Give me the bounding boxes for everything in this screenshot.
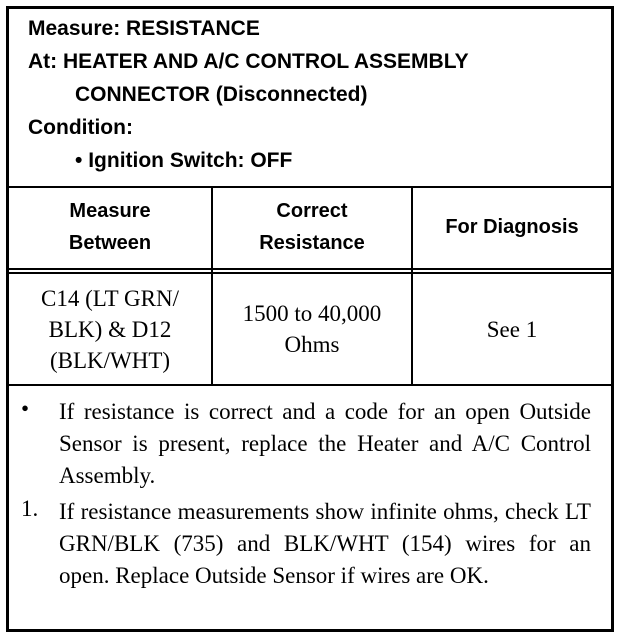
header-correct: Correct — [276, 200, 348, 222]
header-divider-top — [9, 268, 611, 270]
cell-correct-resistance — [213, 272, 411, 386]
resistance-line-2: Ohms — [284, 332, 340, 357]
resistance-measurement-chart — [6, 6, 614, 632]
resistance-table — [9, 186, 611, 386]
location-line-1: At: HEATER AND A/C CONTROL ASSEMBLY — [28, 50, 469, 73]
cell-for-diagnosis — [413, 272, 611, 386]
bullet: • — [75, 149, 83, 172]
cell-measure-between — [9, 272, 211, 386]
column-divider-2 — [411, 186, 413, 386]
location-line-2: CONNECTOR (Disconnected) — [75, 83, 368, 106]
header-measure: Measure — [69, 200, 151, 222]
measure-title: Measure: RESISTANCE — [28, 17, 260, 40]
condition-label: Condition: — [28, 116, 133, 139]
column-header-measure-between — [9, 186, 211, 268]
condition-item — [75, 149, 292, 173]
note-number: 1. — [21, 496, 39, 521]
resistance-line-1: 1500 to 40,000 — [242, 301, 382, 326]
measurement-header — [9, 9, 611, 188]
between-line-3: (BLK/WHT) — [49, 347, 171, 373]
note-text: If resistance measurements show infinite ohms, check LT GRN/BLK (735) and BLK/WHT (154) wires for an open. Replace Outside Sensor if wires are OK. — [59, 499, 591, 588]
column-header-for-diagnosis — [413, 186, 611, 268]
between-line-2: BLK) & D12 — [48, 316, 172, 342]
diagnosis-value: See 1 — [486, 316, 538, 342]
between-line-1: C14 (LT GRN/ — [40, 285, 180, 311]
header-between: Between — [68, 232, 152, 254]
condition-item-text: Ignition Switch: OFF — [88, 149, 293, 172]
column-header-correct-resistance — [213, 186, 411, 268]
header-resistance: Resistance — [259, 232, 365, 254]
column-divider-1 — [211, 186, 213, 386]
header-for-diagnosis: For Diagnosis — [445, 216, 579, 238]
note-text: If resistance is correct and a code for an open Outside Sensor is present, replace the Heater and A/C Control Assembly. — [59, 399, 591, 488]
notes-section — [9, 386, 611, 629]
note-bullet: • — [21, 396, 30, 421]
